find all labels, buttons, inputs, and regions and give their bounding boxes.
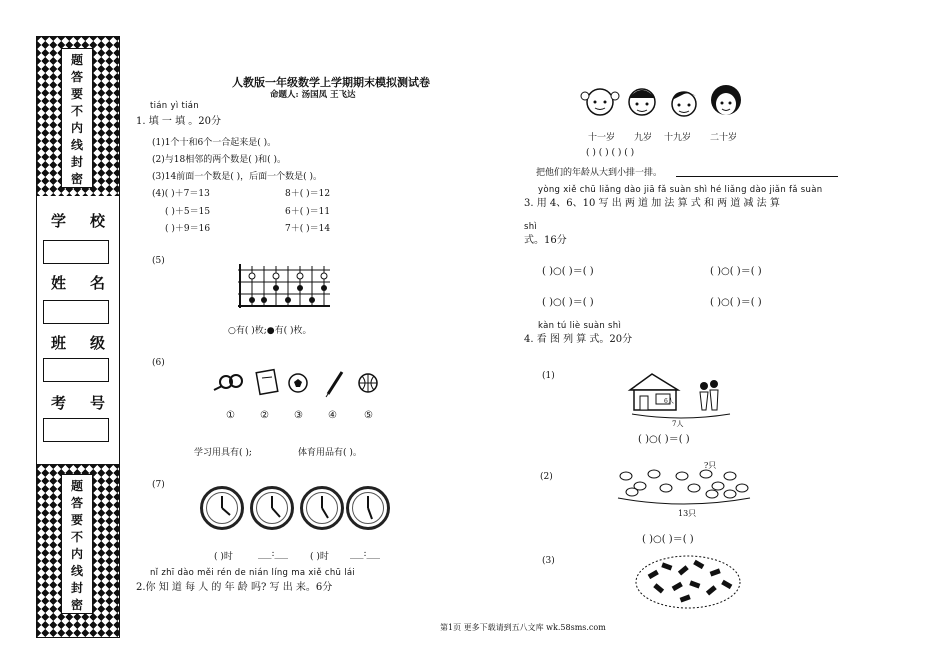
- q1-part6-num-2: ②: [260, 410, 269, 421]
- q1-eq-left-3: ( )＋9＝16: [165, 224, 211, 234]
- q4-part1-total: 7人: [672, 420, 684, 428]
- seal-notice-bottom: 题 答 要 不 内 线 封 密: [61, 474, 93, 614]
- q1-part6-num-3: ③: [294, 410, 303, 421]
- school-input[interactable]: [43, 240, 109, 264]
- q4-part1-label: (1): [542, 371, 555, 381]
- field-label-name: 姓 名: [51, 274, 105, 292]
- book-icon: [256, 370, 278, 395]
- q4-heading: 4. 看 图 列 算 式。20分: [524, 334, 633, 345]
- q4-part3-label: (3): [542, 556, 555, 566]
- candies-image: [634, 554, 742, 610]
- seal-notice-top: 题 答 要 不 内 线 封 密: [61, 48, 93, 188]
- q1-eq-right-3: 7＋( )＝14: [285, 224, 331, 234]
- q1-part7-time-2: ( )时: [310, 552, 329, 562]
- house-people-image: [626, 372, 736, 424]
- q2-age-4: 二十岁: [710, 133, 738, 143]
- q1-part6-text-1: 学习用具有( );: [194, 448, 252, 458]
- q3-pinyin-2: shì: [524, 222, 538, 232]
- q4-part2-equation: ( )○( )＝( ): [642, 534, 694, 545]
- q3-equation-3: ( )○( )＝( ): [542, 297, 594, 308]
- author-line: 命题人: 汤国凤 王飞达: [270, 90, 356, 100]
- woman-face-icon: [711, 85, 741, 115]
- q1-part7-label: (7): [152, 480, 165, 490]
- q1-part6-text-2: 体育用品有( )。: [298, 448, 362, 458]
- q4-part2-label: (2): [540, 472, 553, 482]
- school-items-image: [212, 368, 382, 398]
- page-footer: 第1页 更多下载请到五八文库 wk.58sms.com: [440, 623, 606, 632]
- q3-heading-2: 式。16分: [524, 235, 567, 246]
- q1-item-3: (3)14前面一个数是( )，后面一个数是( )。: [152, 172, 322, 182]
- basketball-icon: [359, 374, 377, 392]
- field-label-exam-number: 考 号: [51, 394, 105, 412]
- q1-part6-label: (6): [152, 358, 165, 368]
- q1-part7-blank-2: ___:___: [350, 549, 381, 559]
- page-title: 人教版一年级数学上学期期末模拟测试卷: [232, 76, 430, 89]
- q4-part1-equation: ( )○( )＝( ): [638, 434, 690, 445]
- q2-answer-line[interactable]: [676, 176, 838, 177]
- clock-icon: [300, 486, 344, 530]
- name-input[interactable]: [43, 300, 109, 324]
- q1-pinyin: tián yì tián: [150, 101, 199, 111]
- field-label-class: 班 级: [51, 334, 105, 352]
- q1-eq-right-2: 6＋( )＝11: [285, 207, 331, 217]
- q1-part6-num-4: ④: [328, 410, 337, 421]
- pencil-icon: [326, 372, 342, 397]
- q1-part5-label: (5): [152, 256, 165, 266]
- q2-age-2: 九岁: [634, 133, 653, 143]
- q3-heading: 3. 用 4、6、10 写 出 两 道 加 法 算 式 和 两 道 减 法 算: [524, 198, 780, 209]
- q1-eq-left-2: ( )＋5＝15: [165, 207, 211, 217]
- q4-part1-inside-count: 6人: [664, 398, 674, 405]
- q3-equation-1: ( )○( )＝( ): [542, 266, 594, 277]
- q1-part7-blank-1: ___:___: [258, 549, 289, 559]
- q1-item-2: (2)与18相邻的两个数是( )和( )。: [152, 155, 286, 165]
- soccer-ball-icon: [289, 374, 307, 392]
- q1-part6-num-1: ①: [226, 410, 235, 421]
- q1-part5-text: ○有( )枚;●有( )枚。: [228, 326, 312, 336]
- clock-icon: [346, 486, 390, 530]
- q1-eq-right-1: 8＋( )＝12: [285, 189, 331, 199]
- people-icon: [700, 380, 718, 410]
- q4-pinyin: kàn tú liè suàn shì: [538, 321, 622, 331]
- q1-part7-time-1: ( )时: [214, 552, 233, 562]
- girl-face-icon: [581, 89, 619, 115]
- q1-eq-left-1: (4)( )＋7＝13: [152, 189, 210, 199]
- q4-part2-question: ?只: [704, 461, 717, 470]
- class-input[interactable]: [43, 358, 109, 382]
- q1-item-1: (1)1个十和6个一合起来是( )。: [152, 138, 277, 148]
- q2-instruction: 把他们的年龄从大到小排一排。: [536, 168, 663, 178]
- q3-pinyin: yòng xiě chū liǎng dào jiā fǎ suàn shì hé liǎng dào jiǎn fǎ suàn: [538, 185, 823, 195]
- field-label-school: 学 校: [51, 212, 105, 230]
- q2-heading: 2.你 知 道 每 人 的 年 龄 吗? 写 出 来。6分: [136, 582, 333, 593]
- q2-age-3: 十九岁: [664, 133, 692, 143]
- young-man-face-icon: [672, 92, 696, 116]
- q2-age-1: 十一岁: [588, 133, 616, 143]
- racket-icon: [214, 375, 242, 390]
- boy-cap-face-icon: [629, 89, 655, 115]
- q1-part6-num-5: ⑤: [364, 410, 373, 421]
- hedgehogs-image: [614, 466, 754, 508]
- children-faces-image: [578, 80, 748, 120]
- q4-part2-total: 13只: [678, 509, 697, 518]
- exam-number-input[interactable]: [43, 418, 109, 442]
- clock-icon: [250, 486, 294, 530]
- student-info-panel: [36, 196, 120, 464]
- q3-equation-2: ( )○( )＝( ): [710, 266, 762, 277]
- clock-icon: [200, 486, 244, 530]
- q2-pinyin: nǐ zhī dào měi rén de nián líng ma xiě chū lái: [150, 568, 356, 578]
- q2-blanks: ( ) ( ) ( ) ( ): [586, 148, 635, 158]
- q3-equation-4: ( )○( )＝( ): [710, 297, 762, 308]
- q1-heading: 1. 填 一 填 。20分: [136, 116, 221, 127]
- abacus-image: [236, 262, 332, 310]
